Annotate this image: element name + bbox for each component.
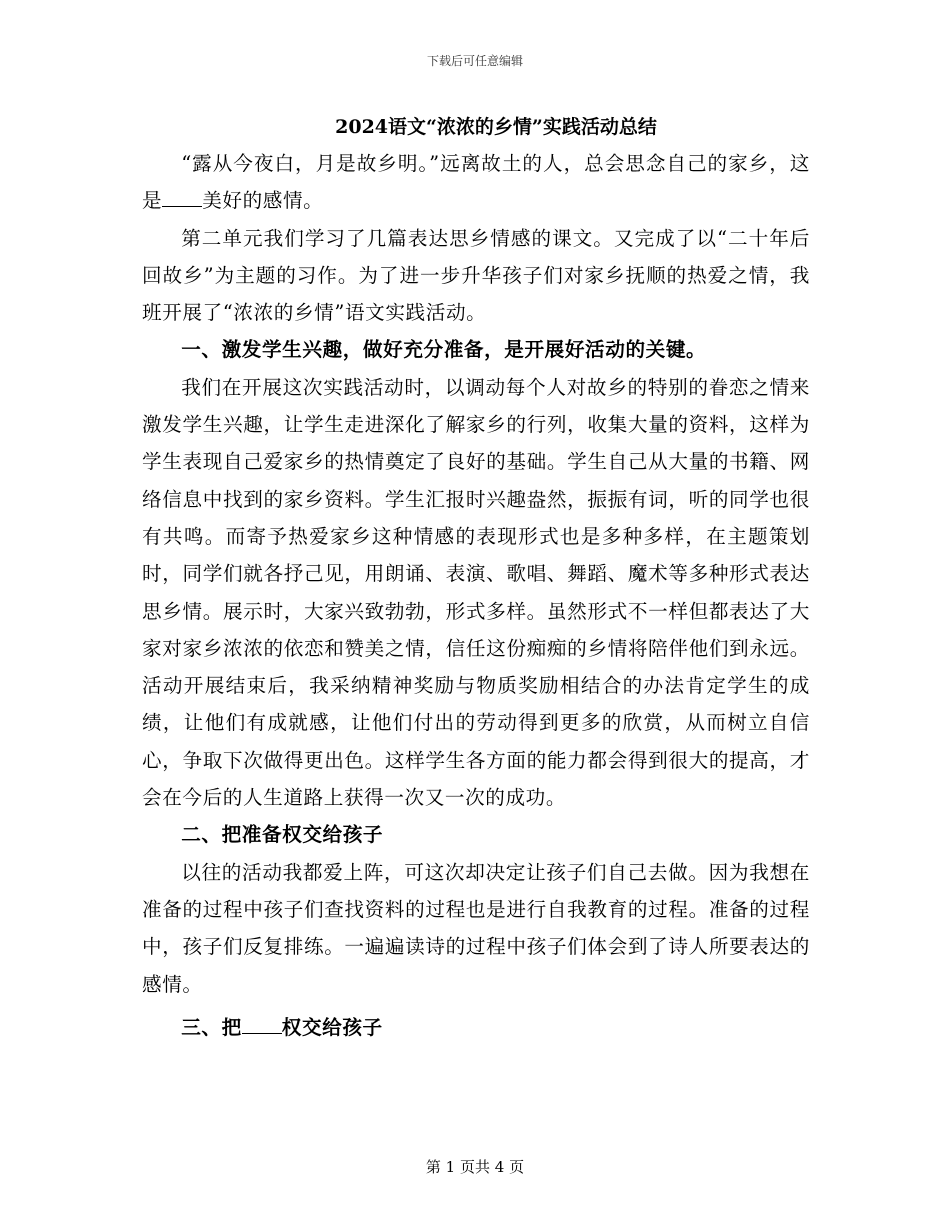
section-heading-2: 二、把准备权交给孩子	[181, 823, 384, 847]
section-heading-3-text-b: 权交给孩子	[281, 1015, 383, 1039]
paragraph-intro-text-a: “露从今夜白，月是故乡明。”远离故土的人，总会思念自己的家乡，这是	[142, 152, 810, 213]
document-title: 2024语文“浓浓的乡情”实践活动总结	[335, 116, 657, 138]
fill-in-blank	[162, 188, 202, 207]
page-number: 第 1 页共 4 页	[425, 1158, 525, 1176]
section-heading-3	[142, 1009, 810, 1046]
document-body	[142, 111, 810, 1046]
paragraph-intro	[142, 145, 810, 220]
fill-in-blank	[242, 1015, 282, 1034]
paragraph-intro-text-b: 美好的感情。	[202, 189, 324, 213]
paragraph-section-2: 以往的活动我都爱上阵，可这次却决定让孩子们自己去做。因为我想在准备的过程中孩子们查找资料的过程也是进行自我教育的过程。准备的过程中，孩子们反复排练。一遍遍读诗的过程中孩子们体会到了诗人所要表达的感情。	[142, 860, 810, 996]
page-header-note: 下载后可任意编辑	[426, 54, 523, 68]
section-heading-1: 一、激发学生兴趣，做好充分准备，是开展好活动的关键。	[181, 338, 707, 362]
paragraph-section-1: 我们在开展这次实践活动时，以调动每个人对故乡的特别的眷恋之情来激发学生兴趣，让学生走进深化了解家乡的行列，收集大量的资料，这样为学生表现自己爱家乡的热情奠定了良好的基础。学生自己从大量的书籍、网络信息中找到的家乡资料。学生汇报时兴趣盎然，振振有词，听的同学也很有共鸣。而寄予热爱家乡这种情感的表现形式也是多种多样，在主题策划时，同学们就各抒己见，用朗诵、表演、歌唱、舞蹈、魔术等多种形式表达思乡情。展示时，大家兴致勃勃，形式多样。虽然形式不一样但都表达了大家对家乡浓浓的依恋和赞美之情，信任这份痴痴的乡情将陪伴他们到永远。活动开展结束后，我采纳精神奖励与物质奖励相结合的办法肯定学生的成绩，让他们有成就感，让他们付出的劳动得到更多的欣赏，从而树立自信心，争取下次做得更出色。这样学生各方面的能力都会得到很大的提高，才会在今后的人生道路上获得一次又一次的成功。	[142, 375, 810, 810]
section-heading-3-text-a: 三、把	[181, 1015, 242, 1039]
paragraph-background: 第二单元我们学习了几篇表达思乡情感的课文。又完成了以“二十年后回故乡”为主题的习作。为了进一步升华孩子们对家乡抚顺的热爱之情，我班开展了“浓浓的乡情”语文实践活动。	[142, 226, 810, 325]
